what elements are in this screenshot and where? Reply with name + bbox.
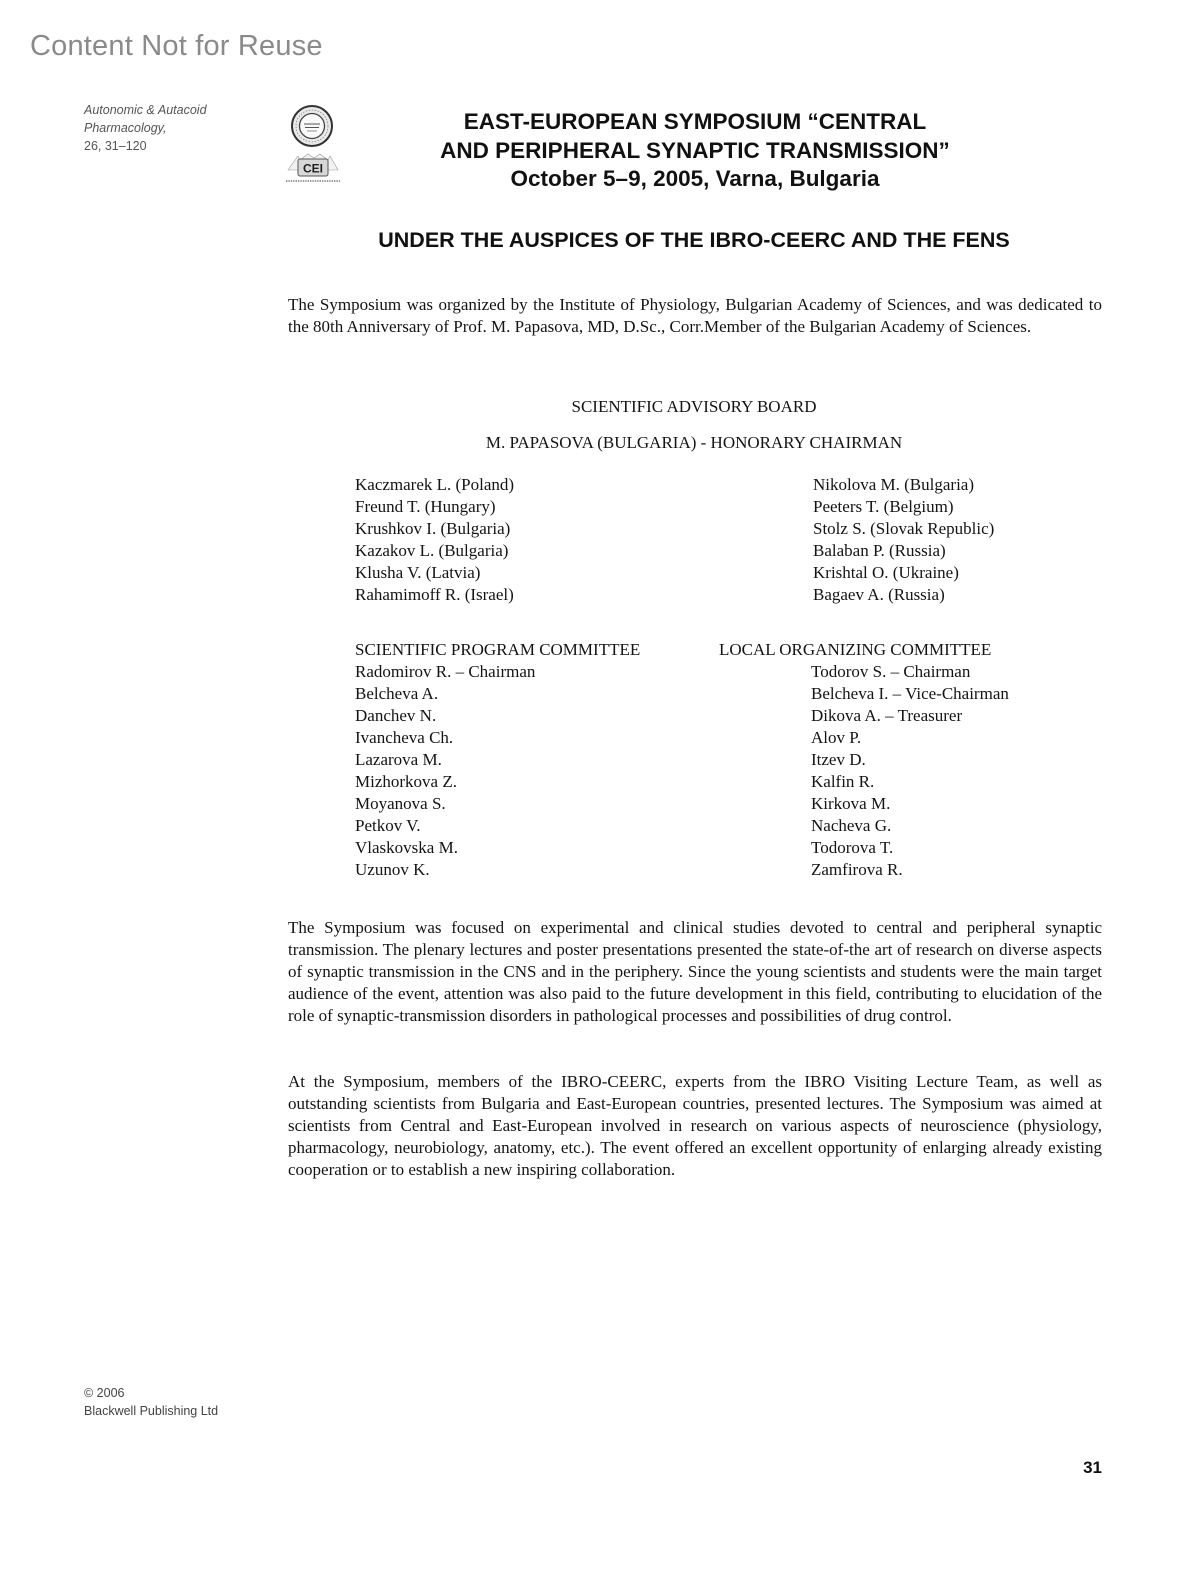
list-item: Mizhorkova Z. <box>355 772 457 791</box>
copyright-year: © 2006 <box>84 1386 125 1400</box>
cei-logo-text: CEI <box>302 161 324 176</box>
honorary-chairman: M. PAPASOVA (BULGARIA) - HONORARY CHAIRMAN <box>485 433 903 452</box>
auspices-heading: UNDER THE AUSPICES OF THE IBRO-CEERC AND THE FENS <box>378 228 1010 252</box>
list-item: Krushkov I. (Bulgaria) <box>355 519 511 538</box>
list-item: Todorova T. <box>811 838 894 857</box>
list-item: Nikolova M. (Bulgaria) <box>813 475 974 494</box>
list-item: Freund T. (Hungary) <box>355 497 496 516</box>
list-item: Peeters T. (Belgium) <box>813 497 954 516</box>
list-item: Itzev D. <box>811 750 866 769</box>
list-item: Alov P. <box>811 728 862 747</box>
heading-line2: AND PERIPHERAL SYNAPTIC TRANSMISSION” <box>440 137 950 163</box>
symposium-logos <box>284 104 342 186</box>
list-item: Vlaskovska M. <box>355 838 458 857</box>
page-number: 31 <box>1083 1458 1102 1477</box>
copyright-publisher: Blackwell Publishing Ltd <box>84 1404 219 1418</box>
advisory-board-left-list <box>355 474 514 606</box>
journal-name-line1: Autonomic & Autacoid <box>84 103 207 117</box>
watermark-banner: Content Not for Reuse <box>30 30 323 62</box>
symposium-heading <box>340 108 1050 194</box>
list-item: Moyanova S. <box>355 794 446 813</box>
copyright-notice <box>84 1384 218 1420</box>
list-item: Stolz S. (Slovak Republic) <box>813 519 995 538</box>
list-item: Kazakov L. (Bulgaria) <box>355 541 509 560</box>
list-item: Klusha V. (Latvia) <box>355 563 481 582</box>
list-item: Belcheva A. <box>355 684 439 703</box>
journal-citation <box>84 101 234 155</box>
list-item: Kaczmarek L. (Poland) <box>355 475 515 494</box>
program-committee-title: SCIENTIFIC PROGRAM COMMITTEE <box>355 640 641 659</box>
list-item: Lazarova M. <box>355 750 442 769</box>
list-item: Belcheva I. – Vice-Chairman <box>811 684 1009 703</box>
intro-paragraph: The Symposium was organized by the Institute of Physiology, Bulgarian Academy of Sciences, and was dedicated to the 80th Anniversary of Prof. M. Papasova, MD, D.Sc., Corr.Member of the Bulgarian Academy of Sciences. <box>288 295 1102 336</box>
body-paragraph-1: The Symposium was focused on experimental and clinical studies devoted to central and peripheral synaptic transmission. The plenary lectures and poster presentations presented the state-of-the art of research on diverse aspects of synaptic transmission in the CNS and in the periphery. Since the young scientists and students were the main target audience of the event, attention was also paid to the future development in this field, contributing to elucidation of the role of synaptic-transmission disorders in pathological processes and possibilities of drug control. <box>288 918 1102 1025</box>
program-committee-list <box>355 661 535 881</box>
list-item: Danchev N. <box>355 706 437 725</box>
list-item: Nacheva G. <box>811 816 892 835</box>
list-item: Kirkova M. <box>811 794 891 813</box>
list-item: Todorov S. – Chairman <box>811 662 971 681</box>
organizing-committee-title: LOCAL ORGANIZING COMMITTEE <box>719 640 992 659</box>
synaptic-seal-icon <box>284 104 342 186</box>
list-item: Krishtal O. (Ukraine) <box>813 563 959 582</box>
list-item: Radomirov R. – Chairman <box>355 662 536 681</box>
advisory-board-title: SCIENTIFIC ADVISORY BOARD <box>571 397 817 416</box>
list-item: Rahamimoff R. (Israel) <box>355 585 514 604</box>
organizing-committee-list <box>811 661 1009 881</box>
list-item: Balaban P. (Russia) <box>813 541 946 560</box>
list-item: Dikova A. – Treasurer <box>811 706 963 725</box>
list-item: Petkov V. <box>355 816 421 835</box>
list-item: Bagaev A. (Russia) <box>813 585 945 604</box>
list-item: Ivancheva Ch. <box>355 728 454 747</box>
journal-name-line2: Pharmacology, <box>84 121 167 135</box>
list-item: Zamfirova R. <box>811 860 903 879</box>
advisory-board-right-list <box>813 474 994 606</box>
journal-volume: 26, 31–120 <box>84 139 147 153</box>
body-paragraph-2: At the Symposium, members of the IBRO-CEERC, experts from the IBRO Visiting Lecture Team, as well as outstanding scientists from Bulgaria and East-European countries, presented lectures. The Symposium was aimed at scientists from Central and East-European involved in research on various aspects of neuroscience (physiology, pharmacology, neurobiology, anatomy, etc.). The event offered an excellent opportunity of enlarging already existing cooperation or to establish a new inspiring collaboration. <box>288 1072 1102 1179</box>
heading-date-location: October 5–9, 2005, Varna, Bulgaria <box>510 166 880 191</box>
list-item: Kalfin R. <box>811 772 875 791</box>
heading-line1: EAST-EUROPEAN SYMPOSIUM “CENTRAL <box>463 109 927 134</box>
list-item: Uzunov K. <box>355 860 430 879</box>
